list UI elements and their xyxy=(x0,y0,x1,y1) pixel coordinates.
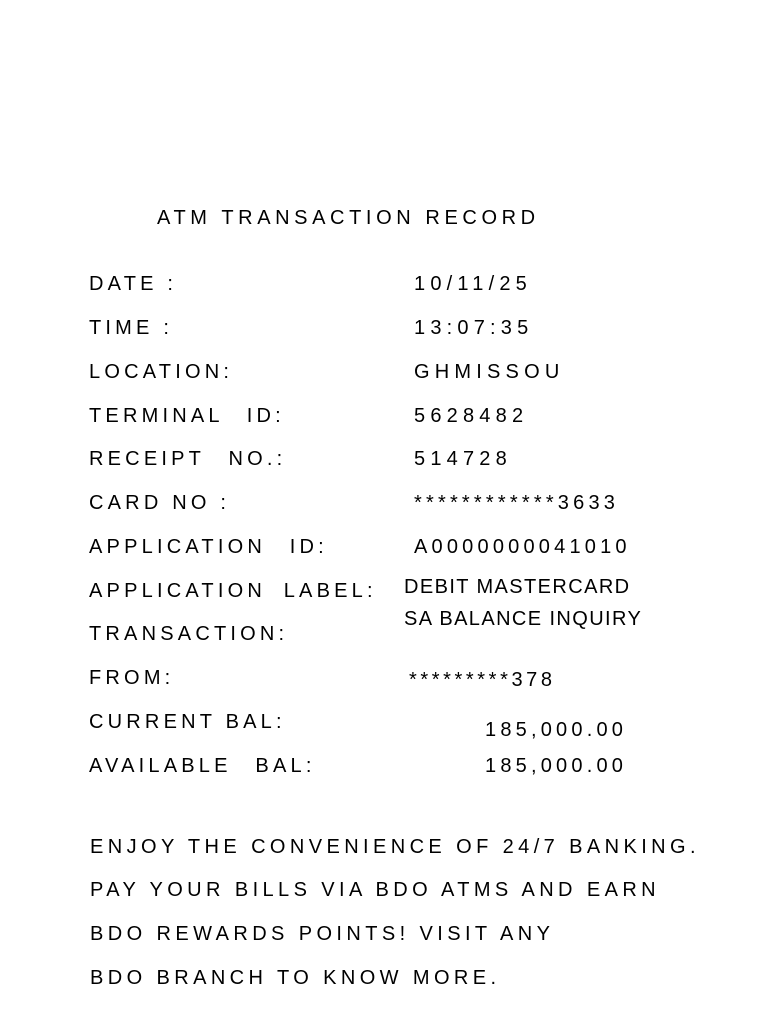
time-label: TIME : xyxy=(89,317,174,339)
transaction-value: SA BALANCE INQUIRY xyxy=(404,608,643,630)
transaction-label: TRANSACTION: xyxy=(89,623,289,645)
from-label: FROM: xyxy=(89,667,175,689)
card-no-label: CARD NO : xyxy=(89,492,231,514)
application-id-value: A0000000041010 xyxy=(414,536,631,558)
date-label: DATE : xyxy=(89,273,178,295)
receipt-no-label: RECEIPT NO.: xyxy=(89,448,287,470)
time-value: 13:07:35 xyxy=(414,317,534,339)
application-label-label: APPLICATION LABEL: xyxy=(89,580,377,602)
application-id-label: APPLICATION ID: xyxy=(89,536,328,558)
available-bal-value: 185,000.00 xyxy=(485,755,628,777)
receipt-title: ATM TRANSACTION RECORD xyxy=(157,207,540,229)
current-bal-label: CURRENT BAL: xyxy=(89,711,286,733)
from-value: *********378 xyxy=(409,669,556,691)
terminal-id-value: 5628482 xyxy=(414,405,529,427)
card-no-value: ************3633 xyxy=(414,492,620,514)
location-value: GHMISSOU xyxy=(414,361,565,383)
footer-line-2: PAY YOUR BILLS VIA BDO ATMS AND EARN xyxy=(90,879,661,901)
footer-line-4: BDO BRANCH TO KNOW MORE. xyxy=(90,967,501,989)
footer-line-3: BDO REWARDS POINTS! VISIT ANY xyxy=(90,923,555,945)
location-label: LOCATION: xyxy=(89,361,234,383)
receipt-no-value: 514728 xyxy=(414,448,512,470)
footer-line-1: ENJOY THE CONVENIENCE OF 24/7 BANKING. xyxy=(90,836,700,858)
application-label-value: DEBIT MASTERCARD xyxy=(404,576,631,598)
date-value: 10/11/25 xyxy=(414,273,532,295)
current-bal-value: 185,000.00 xyxy=(485,719,628,741)
terminal-id-label: TERMINAL ID: xyxy=(89,405,285,427)
available-bal-label: AVAILABLE BAL: xyxy=(89,755,316,777)
